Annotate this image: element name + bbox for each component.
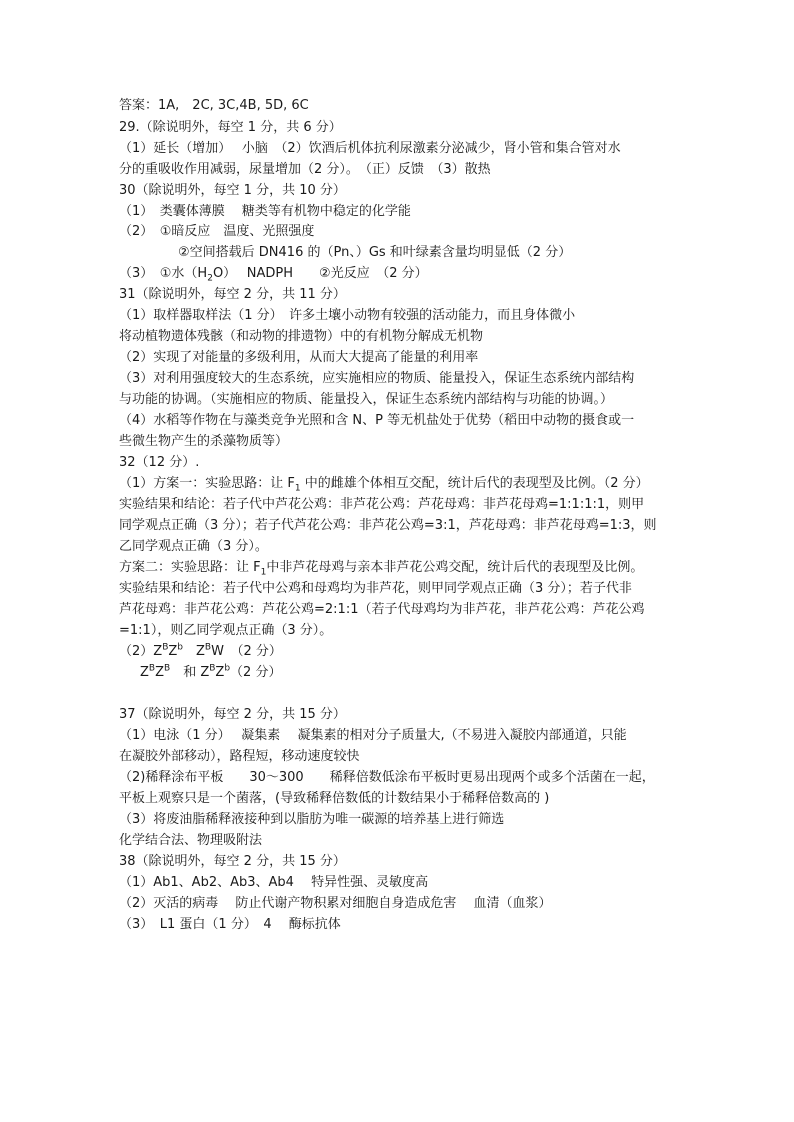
q32-line-7: 芦花母鸡：非芦花公鸡：芦花公鸡=2:1:1（若子代母鸡均为非芦花，非芦花公鸡：芦花公鸡	[119, 602, 645, 617]
q31-line-5: 与功能的协调。（实施相应的物质、能量投入，保证生态系统内部结构与功能的协调。）	[119, 392, 614, 407]
q37-header: 37（除说明外，每空 2 分，共 15 分）	[119, 707, 346, 722]
q37-line-4: 平板上观察只是一个菌落，(导致稀释倍数低的计数结果小于稀释倍数高的 )	[119, 791, 550, 806]
q30-line-3: ②空间搭载后 DN416 的（Pn、）Gs 和叶绿素含量均明显低（2 分）	[178, 245, 572, 260]
subscript: 1	[294, 483, 301, 494]
q32-line-10: $Z^BZ^B$ 和 $Z^BZ^b(2$ 分）	[140, 663, 282, 680]
q38-line-2: （2）灭活的病毒 防止代谢产物积累对细胞自身造成危害 血清（血浆）	[119, 896, 552, 911]
q30-header: 30（除说明外，每空 1 分，共 10 分）	[119, 183, 346, 198]
q31-line-6: （4）水稻等作物在与藻类竞争光照和含 N、P 等无机盐处于优势（稻田中动物的摄食或一	[119, 413, 635, 428]
subscript: 1	[260, 567, 267, 578]
superscript: B	[148, 663, 156, 674]
q38-line-1: （1）Ab1、Ab2、Ab3、Ab4 特异性强、灵敏度高	[119, 875, 429, 890]
q32-line-1: （1）方案一：实验思路：让 $F_1$ 中的雌雄个体相互交配，统计后代的表现型及比例。（2 分）	[119, 476, 649, 494]
q29-line-2: 分的重吸收作用减弱，尿量增加（2 分）。 （正）反馈 （3）散热	[119, 162, 491, 177]
superscript: B	[162, 642, 169, 653]
q31-line-7: 些微生物产生的杀藻物质等）	[119, 434, 289, 449]
q29-header: 29.（除说明外，每空 1 分，共 6 分）	[119, 120, 342, 135]
q37-line-6: 化学结合法、物理吸附法	[119, 833, 263, 848]
q38-header: 38（除说明外，每空 2 分，共 15 分）	[119, 854, 346, 869]
q37-line-3: （2)稀释涂布平板 30～300 稀释倍数低涂布平板时更易出现两个或多个活菌在一起，	[119, 770, 655, 785]
q32-line-9: $(2)Z^BZ^b$ $Z^BW$ （2 分）	[119, 642, 282, 659]
superscript: b	[224, 663, 231, 674]
q30-line-2: （2） ①暗反应 温度、光照强度	[119, 224, 315, 239]
q31-line-2: 将动植物遗体残骸（和动物的排遗物）中的有机物分解成无机物	[119, 329, 484, 344]
superscript: b	[177, 642, 183, 653]
q32-line-6: 实验结果和结论：若子代中公鸡和母鸡均为非芦花，则甲同学观点正确（3 分）；若子代非	[119, 581, 632, 596]
choice-answers: 答案：1A, 2C, 3C,4B, 5D, 6C	[119, 98, 309, 113]
q32-line-3: 同学观点正确（3 分）；若子代芦花公鸡：非芦花公鸡=3:1，芦花母鸡：非芦花母鸡=1:3，则	[119, 518, 657, 533]
superscript: B	[164, 663, 171, 674]
q31-header: 31（除说明外，每空 2 分，共 11 分）	[119, 287, 346, 302]
q31-line-1: （1）取样器取样法（1 分） 许多土壤小动物有较强的活动能力，而且身体微小	[119, 308, 576, 323]
q29-line-1: （1）延长（增加） 小脑 （2）饮酒后机体抗利尿激素分泌减少，肾小管和集合管对水	[119, 141, 621, 156]
q38-line-3: （3） L1 蛋白（1 分） 4 酶标抗体	[119, 917, 341, 932]
q32-line-8: =1:1），则乙同学观点正确（3 分）。	[119, 623, 333, 638]
q37-line-2: 在凝胶外部移动），路程短，移动速度较快	[119, 749, 360, 764]
q37-line-1: （1）电泳（1 分） 凝集素 凝集素的相对分子质量大,（不易进入凝胶内部通道，只能	[119, 728, 627, 743]
q32-header: 32（12 分）.	[119, 455, 200, 470]
subscript: 2	[207, 273, 213, 284]
q37-line-5: （3）将废油脂稀释液接种到以脂肪为唯一碳源的培养基上进行筛选	[119, 812, 505, 827]
q32-line-2: 实验结果和结论：若子代中芦花公鸡：非芦花公鸡：芦花母鸡：非芦花母鸡=1:1:1:1，则甲	[119, 497, 645, 512]
q31-line-3: （2）实现了对能量的多级利用，从而大大提高了能量的利用率	[119, 350, 479, 365]
q32-line-4: 乙同学观点正确（3 分）。	[119, 539, 268, 554]
q30-line-4: （3） ①水$(H_2O)$ NADPH ②光反应 （2 分）	[119, 266, 428, 284]
q32-line-5: 方案二：实验思路：让 $F_1$中非芦花母鸡与亲本非芦花公鸡交配，统计后代的表现型及比例。	[119, 560, 644, 578]
superscript: B	[204, 642, 212, 653]
superscript: B	[209, 663, 216, 674]
q31-line-4: （3）对利用强度较大的生态系统，应实施相应的物质、能量投入，保证生态系统内部结构	[119, 371, 635, 386]
q30-line-1: （1） 类囊体薄膜 糖类等有机物中稳定的化学能	[119, 204, 411, 219]
